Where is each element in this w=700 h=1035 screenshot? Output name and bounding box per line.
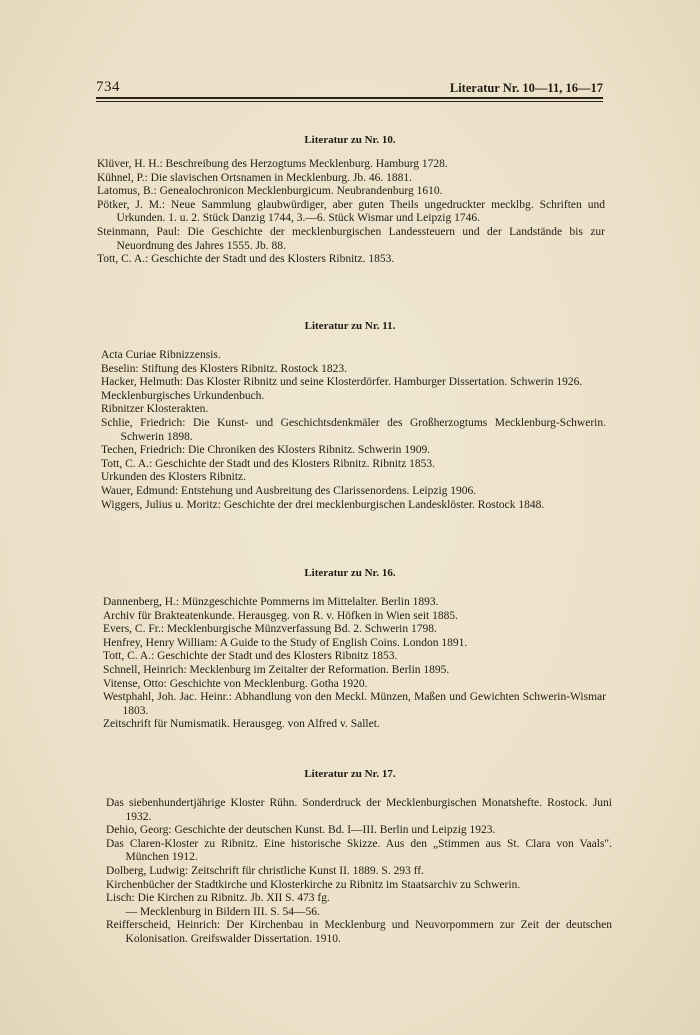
bibliography-entry: Techen, Friedrich: Die Chroniken des Klosters Ribnitz. Schwerin 1909. bbox=[101, 444, 431, 457]
bibliography-entry: Dehio, Georg: Geschichte der deutschen Kunst. Bd. I—III. Berlin und Leipzig 1923. bbox=[106, 824, 496, 837]
bibliography-entry: Dolberg, Ludwig: Zeitschrift für christliche Kunst II. 1889. S. 293 ff. bbox=[106, 864, 425, 877]
bibliography-entry: Kühnel, P.: Die slavischen Ortsnamen in Mecklenburg. Jb. 46. 1881. bbox=[97, 171, 413, 184]
section-heading: Literatur zu Nr. 17. bbox=[304, 768, 396, 780]
section-heading: Literatur zu Nr. 16. bbox=[304, 567, 396, 579]
bibliography-entry: Schlie, Friedrich: Die Kunst- und Geschichtsdenkmäler des Großherzogtums Mecklenburg-Schwerin. Schwerin 1898. bbox=[101, 416, 606, 443]
page-number: 734 bbox=[96, 79, 120, 95]
header-rule-thick bbox=[96, 97, 603, 99]
bibliography-list bbox=[103, 596, 606, 732]
bibliography-entry: Henfrey, Henry William: A Guide to the Study of English Coins. London 1891. bbox=[103, 636, 468, 649]
bibliography-entry: Lisch: Die Kirchen zu Ribnitz. Jb. XII S. 473 fg. bbox=[106, 892, 330, 905]
bibliography-entry: Mecklenburgisches Urkundenbuch. bbox=[101, 389, 265, 402]
bibliography-entry: Ribnitzer Klosterakten. bbox=[101, 403, 209, 416]
bibliography-entry: Das Claren-Kloster zu Ribnitz. Eine historische Skizze. Aus den „Stimmen aus St. Clara von Vaals". München 1912. bbox=[106, 837, 612, 864]
bibliography-entry: Kirchenbücher der Stadtkirche und Klosterkirche zu Ribnitz im Staatsarchiv zu Schwerin. bbox=[106, 878, 521, 891]
bibliography-entry: Westphahl, Joh. Jac. Heinr.: Abhandlung von den Meckl. Münzen, Maßen und Gewichten Schwerin-Wismar 1803. bbox=[103, 691, 606, 717]
bibliography-entry: Tott, C. A.: Geschichte der Stadt und des Klosters Ribnitz. Ribnitz 1853. bbox=[101, 457, 435, 470]
bibliography-entry: Vitense, Otto: Geschichte von Mecklenburg. Gotha 1920. bbox=[103, 677, 368, 690]
bibliography-entry: Klüver, H. H.: Beschreibung des Herzogtums Mecklenburg. Hamburg 1728. bbox=[97, 158, 448, 170]
section-heading: Literatur zu Nr. 11. bbox=[304, 320, 396, 332]
bibliography-entry: Acta Curiae Ribnizzensis. bbox=[101, 349, 221, 361]
page-header bbox=[96, 78, 603, 96]
bibliography-entry: Tott, C. A.: Geschichte der Stadt und des Klosters Ribnitz. 1853. bbox=[97, 253, 395, 266]
bibliography-entry: Pötker, J. M.: Neue Sammlung glaubwürdiger, aber guten Theils ungedruckter mecklbg. Schriften und Urkunden. 1. u. 2. Stück Danzig 1744, 3.—6. Stück Wismar und Leipzig 1746. bbox=[97, 198, 605, 225]
bibliography-entry: Reifferscheid, Heinrich: Der Kirchenbau in Mecklenburg und Neuvorpommern zur Zeit der deutschen Kolonisation. Greifswalder Dissertation. 1910. bbox=[106, 919, 612, 945]
bibliography-list bbox=[97, 158, 605, 267]
bibliography-entry: Hacker, Helmuth: Das Kloster Ribnitz und seine Klosterdörfer. Hamburger Dissertation. Schwerin 1926. bbox=[101, 376, 583, 389]
bibliography-entry: Dannenberg, H.: Münzgeschichte Pommerns im Mittelalter. Berlin 1893. bbox=[103, 596, 439, 608]
bibliography-entry: Urkunden des Klosters Ribnitz. bbox=[101, 471, 247, 484]
header-rule-thin bbox=[96, 101, 603, 102]
bibliography-entry: Beselin: Stiftung des Klosters Ribnitz. Rostock 1823. bbox=[101, 362, 347, 375]
bibliography-entry: Wauer, Edmund: Entstehung und Ausbreitung des Clarissenordens. Leipzig 1906. bbox=[101, 484, 477, 497]
bibliography-entry: Zeitschrift für Numismatik. Herausgeg. von Alfred v. Sallet. bbox=[103, 718, 380, 731]
bibliography-entry: Evers, C. Fr.: Mecklenburgische Münzverfassung Bd. 2. Schwerin 1798. bbox=[103, 623, 437, 636]
bibliography-entry: Archiv für Brakteatenkunde. Herausgeg. von R. v. Höfken in Wien seit 1885. bbox=[103, 609, 458, 622]
bibliography-list bbox=[106, 797, 612, 947]
bibliography-entry: — Mecklenburg in Bildern III. S. 54—56. bbox=[125, 905, 320, 918]
bibliography-entry: Wiggers, Julius u. Moritz: Geschichte der drei mecklenburgischen Landesklöster. Rostock 1848. bbox=[101, 498, 545, 511]
running-title: Literatur Nr. 10—11, 16—17 bbox=[449, 81, 603, 95]
bibliography-entry: Schnell, Heinrich: Mecklenburg im Zeitalter der Reformation. Berlin 1895. bbox=[103, 663, 450, 676]
bibliography-entry: Das siebenhundertjährige Kloster Rühn. Sonderdruck der Mecklenburgischen Monatshefte. Rostock. Juni 1932. bbox=[106, 797, 612, 823]
bibliography-entry: Latomus, B.: Genealochronicon Mecklenburgicum. Neubrandenburg 1610. bbox=[97, 185, 443, 198]
bibliography-entry: Steinmann, Paul: Die Geschichte der mecklenburgischen Landessteuern und der Landstände bis zur Neuordnung des Jahres 1555. Jb. 88. bbox=[97, 225, 605, 252]
bibliography-list bbox=[101, 349, 606, 512]
section-heading: Literatur zu Nr. 10. bbox=[304, 134, 396, 146]
bibliography-entry: Tott, C. A.: Geschichte der Stadt und des Klosters Ribnitz 1853. bbox=[103, 650, 398, 663]
